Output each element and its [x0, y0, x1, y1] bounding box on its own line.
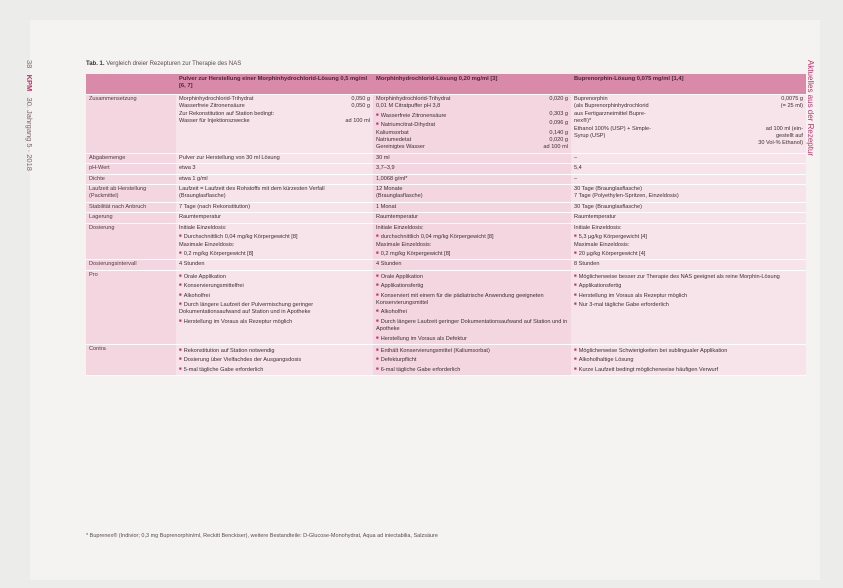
table-row	[86, 223, 806, 260]
cell-value: 0,050 g	[351, 96, 370, 102]
cell-text: nex®)*	[574, 118, 592, 125]
page-number: 38	[25, 60, 34, 69]
bullet-item: ■ Kurze Laufzeit bedingt möglicherweise häufigen Verwurf	[574, 365, 803, 374]
comparison-table	[86, 74, 806, 376]
table-cell	[176, 223, 373, 260]
cell-text: Natriumedetat	[376, 137, 412, 144]
cell-line: Maximale Einzeldosis:	[179, 241, 235, 248]
table-cell	[373, 185, 571, 203]
cell-line	[179, 111, 370, 118]
cell-line: Maximale Einzeldosis:	[574, 241, 630, 248]
bullet-item: ■ Konservierungsmittelfrei	[179, 281, 370, 290]
cell-line: 4 Stunden	[179, 261, 205, 268]
cell-value: 30 Vol-% Ethanol)	[758, 140, 803, 147]
cell-value: ad 100 ml (ein-	[765, 125, 803, 132]
cell-line: 1,0068 g/ml*	[376, 175, 408, 182]
cell-line	[574, 118, 803, 125]
table-cell	[176, 213, 373, 223]
cell-line: 3,7–3,9	[376, 165, 395, 172]
bullet-item: ■ Durchschnittlich 0,04 mg/kg Körpergewicht [8]	[179, 232, 370, 241]
row-label: Contra	[86, 344, 176, 375]
issue-info: 30. Jahrgang 5 · 2018	[25, 97, 34, 171]
table-footnote: * Buprenex® (Indivior; 0,3 mg Buprenorphin/ml, Reckitt Benckiser), weitere Bestandteile: D-Glucose-Monohydrat, Aqua ad iniectabilia, Salzsäure	[86, 533, 438, 539]
table-row	[86, 95, 806, 154]
bullet-item: ■ Durch längere Laufzeit geringer Dokumentationsaufwand auf Station und in Apotheke	[376, 317, 568, 334]
cell-text: Morphinhydrochlorid-Trihydrat	[376, 96, 451, 102]
bullet-item: ■ 6-mal tägliche Gabe erforderlich	[376, 365, 568, 374]
cell-value: 0,050 g	[351, 103, 370, 110]
cell-line: Laufzeit = Laufzeit des Rohstoffs mit dem kürzesten Verfall	[179, 186, 325, 193]
cell-line: Raumtemperatur	[179, 214, 221, 221]
row-label: Pro	[86, 270, 176, 344]
cell-text: Ethanol 100% (USP) + Simple-	[574, 125, 651, 132]
cell-line	[179, 103, 370, 110]
table-cell	[373, 260, 571, 270]
bullet-item: ■ Orale Applikation	[376, 272, 568, 281]
bullet-item: ■ Enthält Konservierungsmittel (Kaliumsorbat)	[376, 346, 568, 355]
section-title: Aktuelles aus der Rezeptur	[806, 60, 815, 157]
cell-line: (Braunglasflasche)	[376, 193, 423, 200]
bullet-item: ■ Applikationsfertig	[574, 281, 803, 290]
table-row	[86, 202, 806, 212]
table-cell	[176, 153, 373, 163]
row-label: pH-Wert	[86, 164, 176, 174]
page-footer-left	[25, 60, 34, 171]
table-row	[86, 344, 806, 375]
journal-brand: KPM	[25, 74, 34, 92]
cell-line: Raumtemperatur	[376, 214, 418, 221]
bullet-item: ■ 0,2 mg/kg Körpergewicht [8]	[179, 249, 370, 258]
cell-line: etwa 3	[179, 165, 196, 172]
cell-line: 7 Tage (nach Rekonstitution)	[179, 203, 251, 210]
table-cell	[176, 164, 373, 174]
cell-value: ad 100 ml	[543, 144, 568, 151]
bullet-item: ■ Möglicherweise besser zur Therapie des NAS geeignet als reine Morphin-Lösung	[574, 272, 803, 281]
cell-text: ■ Natriumcitrat-Dihydrat	[376, 120, 435, 129]
cell-value: 0,303 g	[549, 110, 568, 117]
cell-line	[376, 144, 568, 151]
cell-line: Initiale Einzeldosis:	[179, 224, 227, 231]
row-label: Dosierung	[86, 223, 176, 260]
cell-text: aus Fertigarzneimittel Bupre-	[574, 110, 646, 117]
cell-text: Buprenorphin	[574, 96, 608, 102]
table-cell	[373, 213, 571, 223]
cell-line: etwa 1 g/ml	[179, 175, 208, 182]
bullet-item: ■ Defekturpflicht	[376, 355, 568, 364]
cell-line: 8 Stunden	[574, 261, 600, 268]
cell-line: (Braunglasflasche)	[179, 193, 226, 200]
header-cell: Buprenorphin-Lösung 0,075 mg/ml [1,4]	[571, 74, 806, 95]
bullet-item: ■ Konserviert mit einem für die pädiatrische Anwendung geeigneten Konservierungsmittel	[376, 291, 568, 308]
table-cell	[571, 270, 806, 344]
cell-value	[799, 118, 803, 125]
cell-value	[564, 103, 568, 110]
table-cell	[571, 213, 806, 223]
table-cell	[373, 344, 571, 375]
header-cell: Morphinhydrochlorid-Lösung 0,20 mg/ml [3]	[373, 74, 571, 95]
table-cell	[373, 174, 571, 184]
cell-line: Initiale Einzeldosis:	[574, 224, 622, 231]
table-row	[86, 270, 806, 344]
header-cell	[86, 74, 176, 95]
row-label: Abgabemenge	[86, 153, 176, 163]
table-cell	[571, 202, 806, 212]
table-cell	[571, 260, 806, 270]
cell-line: 4 Stunden	[376, 261, 402, 268]
bullet-item: ■ Herstellung im Voraus als Rezeptur möglich	[574, 291, 803, 300]
cell-line: –	[574, 154, 578, 161]
cell-value: (= 25 ml)	[780, 103, 803, 110]
bullet-item: ■ Alkoholfrei	[376, 307, 568, 316]
table-cell	[571, 344, 806, 375]
cell-text: Morphinhydrochlorid-Trihydrat	[179, 96, 254, 102]
cell-line	[376, 103, 568, 110]
caption-label: Tab. 1.	[86, 61, 105, 67]
cell-value: 0,0075 g	[781, 96, 803, 102]
bullet-item: ■ Applikationsfertig	[376, 281, 568, 290]
cell-text: 0,01 M Citratpuffer pH 3,8	[376, 103, 441, 110]
cell-line	[574, 133, 803, 140]
cell-line	[376, 120, 568, 129]
table-row	[86, 164, 806, 174]
cell-line: 30 ml	[376, 154, 390, 161]
cell-line	[574, 111, 803, 118]
bullet-item: ■ Alkoholhaltige Lösung	[574, 355, 803, 364]
row-label: Stabilität nach Anbruch	[86, 202, 176, 212]
cell-line	[179, 118, 370, 125]
cell-line: 12 Monate	[376, 186, 403, 193]
cell-line	[179, 96, 370, 103]
cell-text: Wasser für Injektionszwecke	[179, 118, 250, 125]
cell-text: Gereinigtes Wasser	[376, 144, 425, 151]
table-header-row	[86, 74, 806, 95]
bullet-item: ■ Durch längere Laufzeit der Pulvermischung geringer Dokumentationsaufwand auf Station und in Apotheke	[179, 300, 370, 317]
table-cell	[571, 185, 806, 203]
bullet-item: ■ 20 µg/kg Körpergewicht [4]	[574, 249, 803, 258]
cell-text: ■ Wasserfreie Zitronensäure	[376, 111, 446, 120]
cell-line	[376, 96, 568, 103]
table-cell	[571, 223, 806, 260]
table-cell	[373, 223, 571, 260]
cell-text: Zur Rekonstitution auf Station bedingt:	[179, 110, 275, 117]
row-label: Zusammensetzung	[86, 95, 176, 154]
cell-value: 0,020 g	[549, 96, 568, 102]
cell-line	[376, 130, 568, 137]
header-cell: Pulver zur Herstellung einer Morphinhydrochlorid-Lösung 0,5 mg/ml [6, 7]	[176, 74, 373, 95]
cell-value	[366, 111, 370, 118]
table-cell	[176, 174, 373, 184]
cell-value: gestellt auf	[775, 133, 803, 140]
table-cell	[176, 260, 373, 270]
cell-text: Wasserfreie Zitronensäure	[179, 103, 245, 110]
table-cell	[571, 164, 806, 174]
cell-line: 30 Tage (Braunglasflasche)	[574, 203, 642, 210]
table-row	[86, 153, 806, 163]
cell-value: 0,020 g	[549, 137, 568, 144]
table-row	[86, 213, 806, 223]
bullet-item: ■ Dosierung über Vielfachdes der Ausgangsdosis	[179, 355, 370, 364]
cell-line: Raumtemperatur	[574, 214, 616, 221]
cell-line	[376, 137, 568, 144]
bullet-item: ■ 5,3 µg/kg Körpergewicht [4]	[574, 232, 803, 241]
cell-text: Kaliumsorbat	[376, 129, 409, 136]
caption-text: Vergleich dreier Rezepturen zur Therapie des NAS	[106, 61, 242, 67]
cell-line	[574, 103, 803, 110]
bullet-item: ■ durchschnittlich 0,04 mg/kg Körpergewicht [8]	[376, 232, 568, 241]
table-cell	[373, 164, 571, 174]
cell-line: 30 Tage (Braunglasflasche)	[574, 186, 642, 193]
cell-line: 7 Tage (Polyethylen-Spritzen, Einzeldosis)	[574, 193, 679, 200]
table-cell	[176, 202, 373, 212]
row-label: Dosierungsintervall	[86, 260, 176, 270]
cell-line	[574, 126, 803, 133]
table-cell	[571, 174, 806, 184]
bullet-item: ■ Rekonstitution auf Station notwendig	[179, 346, 370, 355]
cell-line: Maximale Einzeldosis:	[376, 241, 432, 248]
cell-line: 5,4	[574, 165, 582, 172]
table-cell	[176, 344, 373, 375]
cell-value	[799, 111, 803, 118]
cell-line: 1 Monat	[376, 203, 397, 210]
table-row	[86, 185, 806, 203]
cell-text: (als Buprenorphinhydrochlorid	[574, 103, 649, 110]
cell-text: Syrup (USP)	[574, 133, 606, 140]
table-cell	[571, 153, 806, 163]
cell-value: 0,140 g	[549, 129, 568, 136]
bullet-item: ■ 0,2 mg/kg Körpergewicht [8]	[376, 249, 568, 258]
cell-line	[574, 140, 803, 147]
table-row	[86, 260, 806, 270]
bullet-item: ■ Herstellung im Voraus als Defektur	[376, 334, 568, 343]
table-cell	[373, 202, 571, 212]
table-cell	[176, 95, 373, 154]
row-label: Dichte	[86, 174, 176, 184]
row-label: Lagerung	[86, 213, 176, 223]
table-cell	[373, 153, 571, 163]
row-label: Laufzeit ab Herstellung (Packmittel)	[86, 185, 176, 203]
table-cell	[176, 270, 373, 344]
table-row	[86, 174, 806, 184]
bullet-item: ■ Möglicherweise Schwierigkeiten bei sublingualer Applikation	[574, 346, 803, 355]
cell-line	[376, 111, 568, 120]
cell-line: Initiale Einzeldosis:	[376, 224, 424, 231]
bullet-item: ■ Orale Applikation	[179, 272, 370, 281]
bullet-item: ■ Alkoholfrei	[179, 291, 370, 300]
table-caption	[86, 61, 241, 67]
cell-line: Pulver zur Herstellung von 30 ml Lösung	[179, 154, 280, 161]
cell-value: ad 100 ml	[345, 118, 370, 125]
bullet-item: ■ 5-mal tägliche Gabe erforderlich	[179, 365, 370, 374]
cell-line: –	[574, 175, 578, 182]
bullet-item: ■ Herstellung im Voraus als Rezeptur möglich	[179, 317, 370, 326]
bullet-item: ■ Nur 3-mal tägliche Gabe erforderlich	[574, 300, 803, 309]
cell-line	[574, 96, 803, 103]
table-cell	[373, 270, 571, 344]
table-cell	[373, 95, 571, 154]
table-cell	[176, 185, 373, 203]
table-cell	[571, 95, 806, 154]
cell-value: 0,096 g	[549, 120, 568, 127]
